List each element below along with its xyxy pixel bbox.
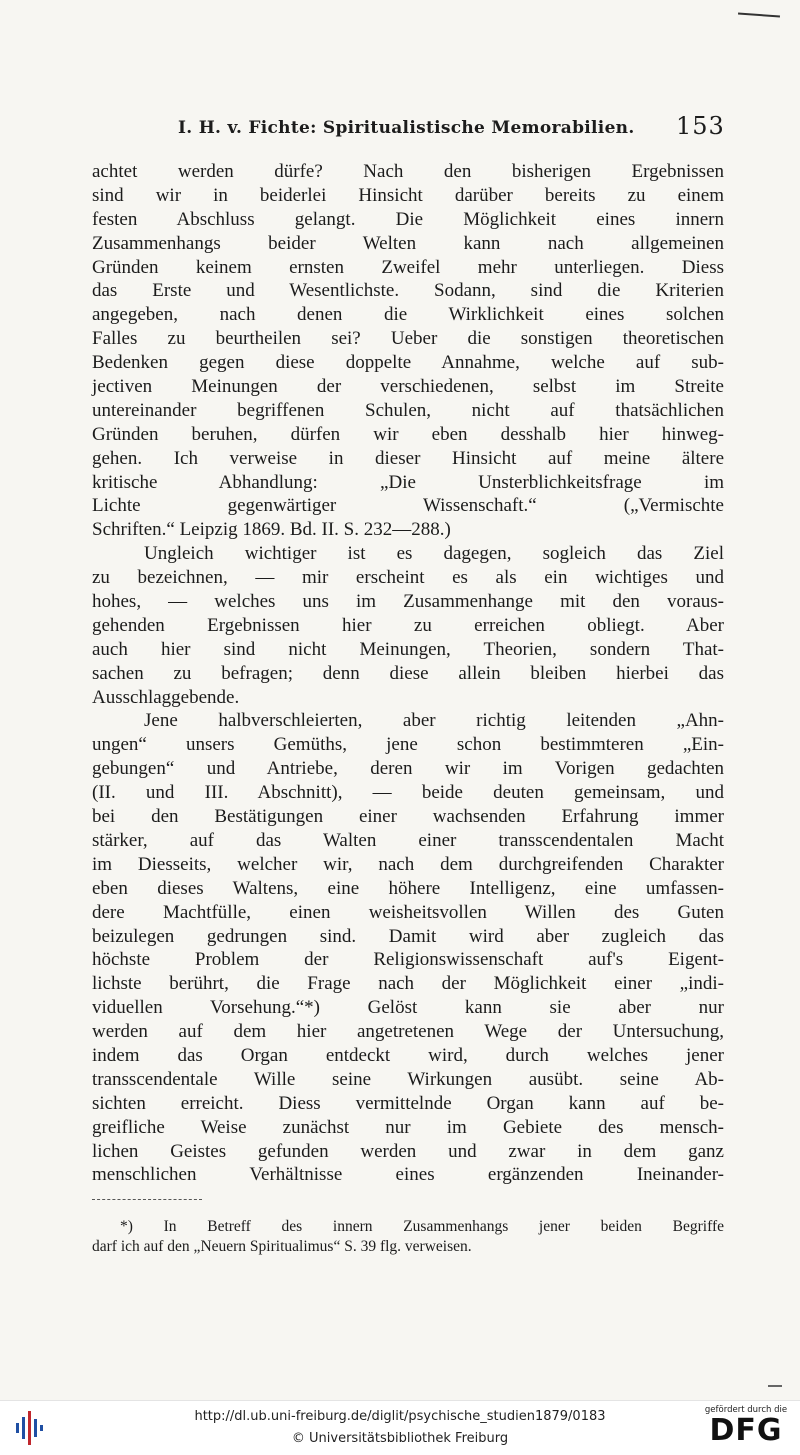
copyright-text: © Universitätsbibliothek Freiburg (291, 1431, 509, 1446)
source-url-link[interactable]: http://dl.ub.uni-freiburg.de/diglit/psychische_studien1879/0183 (194, 1409, 606, 1424)
text-line: viduellen Vorsehung.“*) Gelöst kann sie aber nur (92, 997, 724, 1019)
text-line: beizulegen gedrungen sind. Damit wird aber zugleich das (92, 925, 724, 947)
page-number: 153 (676, 112, 725, 140)
text-line: menschlichen Verhältnisse eines ergänzenden Ineinander- (92, 1164, 724, 1186)
text-line: im Diesseits, welcher wir, nach dem durchgreifenden Charakter (92, 853, 724, 875)
text-line: bei den Bestätigungen einer wachsenden Erfahrung immer (92, 806, 724, 828)
running-title: I. H. v. Fichte: Spiritualistische Memorabilien. (178, 118, 635, 138)
corner-mark (738, 13, 780, 18)
text-line: hohes, — welches uns im Zusammenhange mit den voraus- (92, 591, 724, 613)
text-line: werden auf dem hier angetretenen Wege der Untersuchung, (92, 1021, 724, 1043)
viewer-footer (0, 1400, 800, 1455)
text-line: Ungleich wichtiger ist es dagegen, sogleich das Ziel (144, 543, 724, 565)
text-line: gehenden Ergebnissen hier zu erreichen obliegt. Aber (92, 614, 724, 636)
body-text (92, 160, 724, 1187)
text-line: Gründen beruhen, dürfen wir eben desshalb hier hinweg- (92, 423, 724, 445)
dfg-logo (704, 1405, 788, 1451)
text-line: sachen zu befragen; denn diese allein bleiben hierbei das (92, 662, 724, 684)
text-line: indem das Organ entdeckt wird, durch welches jener (92, 1044, 724, 1066)
text-line: Schriften.“ Leipzig 1869. Bd. II. S. 232—288.) (92, 519, 451, 541)
footnote-line: darf ich auf den „Neuern Spiritualimus“ S. 39 flg. verweisen. (92, 1238, 472, 1255)
dfg-wordmark: DFG (709, 1413, 783, 1448)
text-line: Zusammenhangs beider Welten kann nach allgemeinen (92, 232, 724, 254)
text-line: zu bezeichnen, — mir erscheint es als ein wichtiges und (92, 567, 724, 589)
text-line: das Erste und Wesentlichste. Sodann, sind die Kriterien (92, 280, 724, 302)
footnote-rule (92, 1199, 202, 1201)
text-line: lichen Geistes gefunden werden und zwar in dem ganz (92, 1140, 724, 1162)
text-line: angegeben, nach denen die Wirklichkeit eines solchen (92, 304, 724, 326)
text-line: ungen“ unsers Gemüths, jene schon bestimmteren „Ein- (92, 734, 724, 756)
text-line: sichten erreicht. Diess vermittelnde Organ kann auf be- (92, 1092, 724, 1114)
text-line: achtet werden dürfe? Nach den bisherigen Ergebnissen (92, 161, 724, 182)
text-line: greifliche Weise zunächst nur im Gebiete des mensch- (92, 1116, 724, 1138)
text-line: gehen. Ich verweise in dieser Hinsicht auf meine ältere (92, 447, 724, 469)
text-line: untereinander begriffenen Schulen, nicht auf thatsächlichen (92, 399, 724, 421)
text-line: Ausschlaggebende. (92, 686, 240, 708)
text-line: festen Abschluss gelangt. Die Möglichkeit eines innern (92, 208, 724, 230)
text-line: lichste berührt, die Frage nach der Möglichkeit einer „indi- (92, 973, 724, 995)
text-line: Gründen keinem ernsten Zweifel mehr unterliegen. Diess (92, 256, 724, 278)
footnote-line: *) In Betreff des innern Zusammenhangs jener beiden Begriffe (120, 1218, 724, 1235)
dfg-caption: gefördert durch die (704, 1405, 788, 1415)
text-line: auch hier sind nicht Meinungen, Theorien, sondern That- (92, 638, 724, 660)
text-line: transscendentale Wille seine Wirkungen ausübt. seine Ab- (92, 1068, 724, 1090)
scan-mark (768, 1385, 782, 1387)
text-line: eben dieses Waltens, eine höhere Intelligenz, eine umfassen- (92, 877, 724, 899)
text-line: gebungen“ und Antriebe, deren wir im Vorigen gedachten (92, 758, 724, 780)
text-line: Falles zu beurtheilen sei? Ueber die sonstigen theoretischen (92, 328, 724, 350)
text-line: jectiven Meinungen der verschiedenen, selbst im Streite (92, 376, 724, 398)
text-line: Jene halbverschleierten, aber richtig leitenden „Ahn- (144, 710, 724, 732)
text-line: sind wir in beiderlei Hinsicht darüber bereits zu einem (92, 184, 724, 206)
text-line: Lichte gegenwärtiger Wissenschaft.“ („Vermischte (92, 495, 724, 517)
text-line: (II. und III. Abschnitt), — beide deuten gemeinsam, und (92, 782, 724, 804)
text-line: stärker, auf das Walten einer transscendentalen Macht (92, 829, 724, 851)
text-line: Bedenken gegen diese doppelte Annahme, welche auf sub- (92, 352, 724, 374)
text-line: höchste Problem der Religionswissenschaft auf's Eigent- (92, 949, 724, 971)
footnotes (92, 1217, 724, 1257)
text-line: kritische Abhandlung: „Die Unsterblichkeitsfrage im (92, 471, 724, 493)
text-line: dere Machtfülle, einen weisheitsvollen Willen des Guten (92, 901, 724, 923)
